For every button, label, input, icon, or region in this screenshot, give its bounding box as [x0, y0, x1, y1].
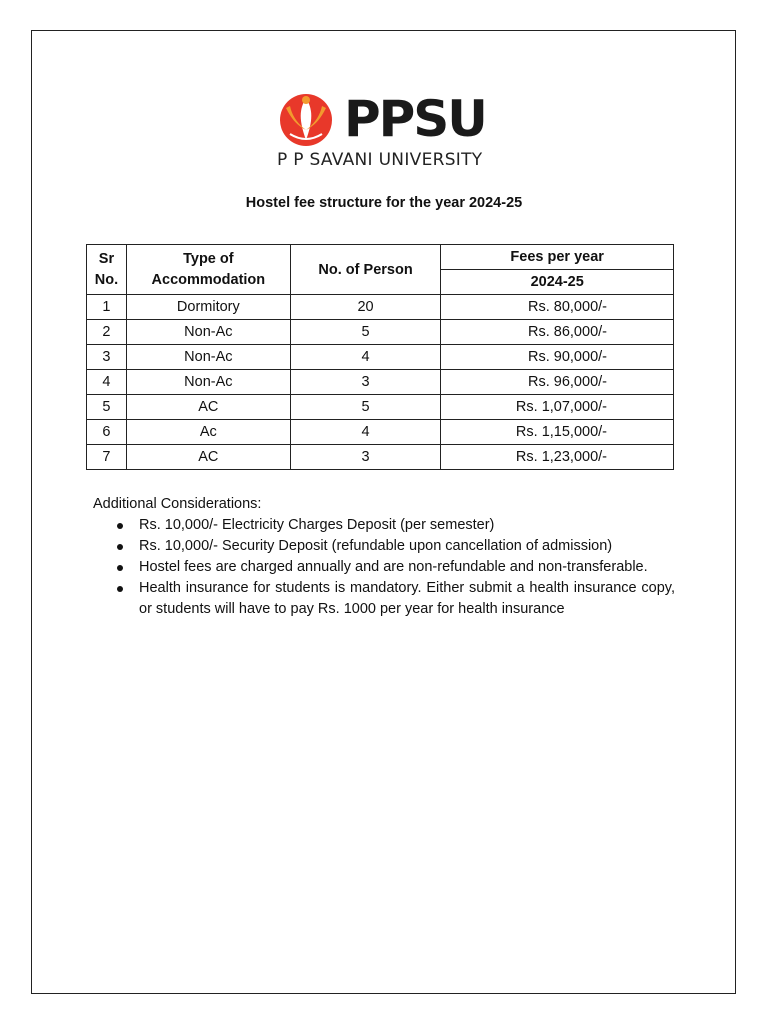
table-row — [87, 295, 674, 320]
considerations-list — [93, 515, 675, 620]
considerations-heading: Additional Considerations: — [93, 496, 262, 512]
list-item: Rs. 10,000/- Electricity Charges Deposit (per semester) — [93, 515, 675, 536]
table-row — [87, 445, 674, 470]
additional-considerations — [93, 494, 675, 620]
cell-sr: 6 — [87, 420, 127, 445]
cell-persons: 4 — [290, 345, 441, 370]
cell-sr: 2 — [87, 320, 127, 345]
cell-sr: 7 — [87, 445, 127, 470]
cell-type: AC — [126, 445, 290, 470]
table-row — [87, 320, 674, 345]
cell-sr: 5 — [87, 395, 127, 420]
cell-fee: Rs. 80,000/- — [441, 295, 674, 320]
cell-sr: 4 — [87, 370, 127, 395]
table-row — [87, 395, 674, 420]
cell-sr: 3 — [87, 345, 127, 370]
list-item: Hostel fees are charged annually and are non-refundable and non-transferable. — [93, 557, 675, 578]
cell-fee: Rs. 96,000/- — [441, 370, 674, 395]
logo-wordmark: PPSU — [344, 90, 486, 148]
ppsu-emblem-icon — [276, 90, 336, 148]
fee-table — [86, 244, 674, 470]
cell-fee: Rs. 86,000/- — [441, 320, 674, 345]
table-header-row — [87, 245, 674, 270]
header-sr-no: Sr No. — [87, 245, 127, 295]
header-persons: No. of Person — [290, 245, 441, 295]
table-row — [87, 420, 674, 445]
cell-type: Non-Ac — [126, 345, 290, 370]
cell-fee: Rs. 1,07,000/- — [441, 395, 674, 420]
cell-persons: 5 — [290, 395, 441, 420]
document-title: Hostel fee structure for the year 2024-25 — [245, 195, 523, 211]
list-item: Rs. 10,000/- Security Deposit (refundable upon cancellation of admission) — [93, 536, 675, 557]
cell-type: Dormitory — [126, 295, 290, 320]
cell-type: Non-Ac — [126, 370, 290, 395]
cell-type: Non-Ac — [126, 320, 290, 345]
cell-fee: Rs. 1,15,000/- — [441, 420, 674, 445]
header-type: Type of Accommodation — [126, 245, 290, 295]
university-name: P P SAVANI UNIVERSITY — [277, 150, 483, 170]
header-fees: Fees per year — [441, 245, 674, 270]
cell-persons: 4 — [290, 420, 441, 445]
cell-sr: 1 — [87, 295, 127, 320]
list-item: Health insurance for students is mandatory. Either submit a health insurance copy, or students will have to pay Rs. 1000 per year for health insurance — [93, 578, 675, 620]
cell-fee: Rs. 1,23,000/- — [441, 445, 674, 470]
table-row — [87, 370, 674, 395]
header-year: 2024-25 — [441, 270, 674, 295]
cell-persons: 5 — [290, 320, 441, 345]
cell-type: Ac — [126, 420, 290, 445]
table-row — [87, 345, 674, 370]
cell-persons: 20 — [290, 295, 441, 320]
cell-fee: Rs. 90,000/- — [441, 345, 674, 370]
cell-persons: 3 — [290, 445, 441, 470]
cell-persons: 3 — [290, 370, 441, 395]
cell-type: AC — [126, 395, 290, 420]
university-logo — [276, 90, 486, 148]
